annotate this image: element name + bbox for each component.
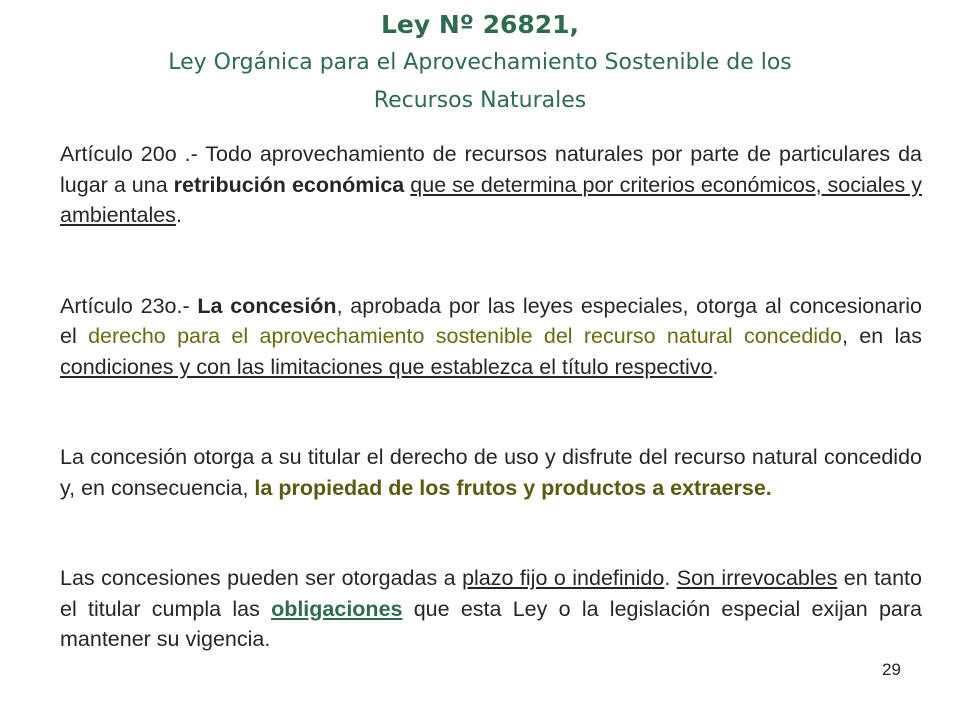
slide-title [40, 6, 920, 120]
underlined-text: condiciones y con las limitaciones que establezca el título respectivo [60, 354, 713, 379]
highlighted-bold-text: la propiedad de los frutos y productos a extraerse. [254, 475, 772, 500]
underlined-text: que se determina por criterios económicos, sociales y ambientales [60, 172, 922, 227]
text-segment: Artículo 23o.- [60, 293, 198, 318]
paragraph-concession-rights [60, 442, 922, 503]
text-segment: , en las [841, 324, 922, 348]
title-law-name-line1: Ley Orgánica para el Aprovechamiento Sostenible de los [168, 50, 792, 75]
title-law-name-line2: Recursos Naturales [373, 88, 587, 113]
bold-text: retribución económica [173, 172, 405, 197]
title-law-number: Ley Nº 26821, [380, 10, 580, 39]
text-segment: Las concesiones pueden ser otorgadas a [60, 566, 463, 590]
text-segment: que esta Ley o la legislación especial exijan para mantener su vigencia. [60, 596, 922, 651]
text-segment: en tanto el titular cumpla las [60, 566, 922, 621]
text-segment: . [664, 566, 677, 590]
bold-text: La concesión [197, 293, 337, 318]
paragraph-concession-terms [60, 563, 922, 655]
highlighted-text: derecho para el aprovechamiento sostenible del recurso natural concedido [88, 324, 842, 348]
paragraph-article-20 [60, 139, 922, 231]
highlighted-underlined-text: obligaciones [271, 596, 403, 621]
underlined-text: Son irrevocables [676, 566, 838, 590]
text-segment: . [175, 203, 182, 227]
text-segment: Artículo 20o .- Todo aprovechamiento de recursos naturales por parte de particulares da lugar a una [60, 142, 922, 197]
text-segment: , aprobada por las leyes especiales, otorga al concesionario el [60, 293, 923, 348]
underlined-text: plazo fijo o indefinido [462, 566, 665, 590]
text-segment: . [712, 354, 719, 379]
page-number: 29 [882, 660, 901, 679]
paragraph-article-23 [60, 291, 922, 383]
slide-body [60, 139, 922, 655]
text-segment: La concesión otorga a su titular el derecho de uso y disfrute del recurso natural concedido y, en consecuencia, [60, 445, 922, 500]
